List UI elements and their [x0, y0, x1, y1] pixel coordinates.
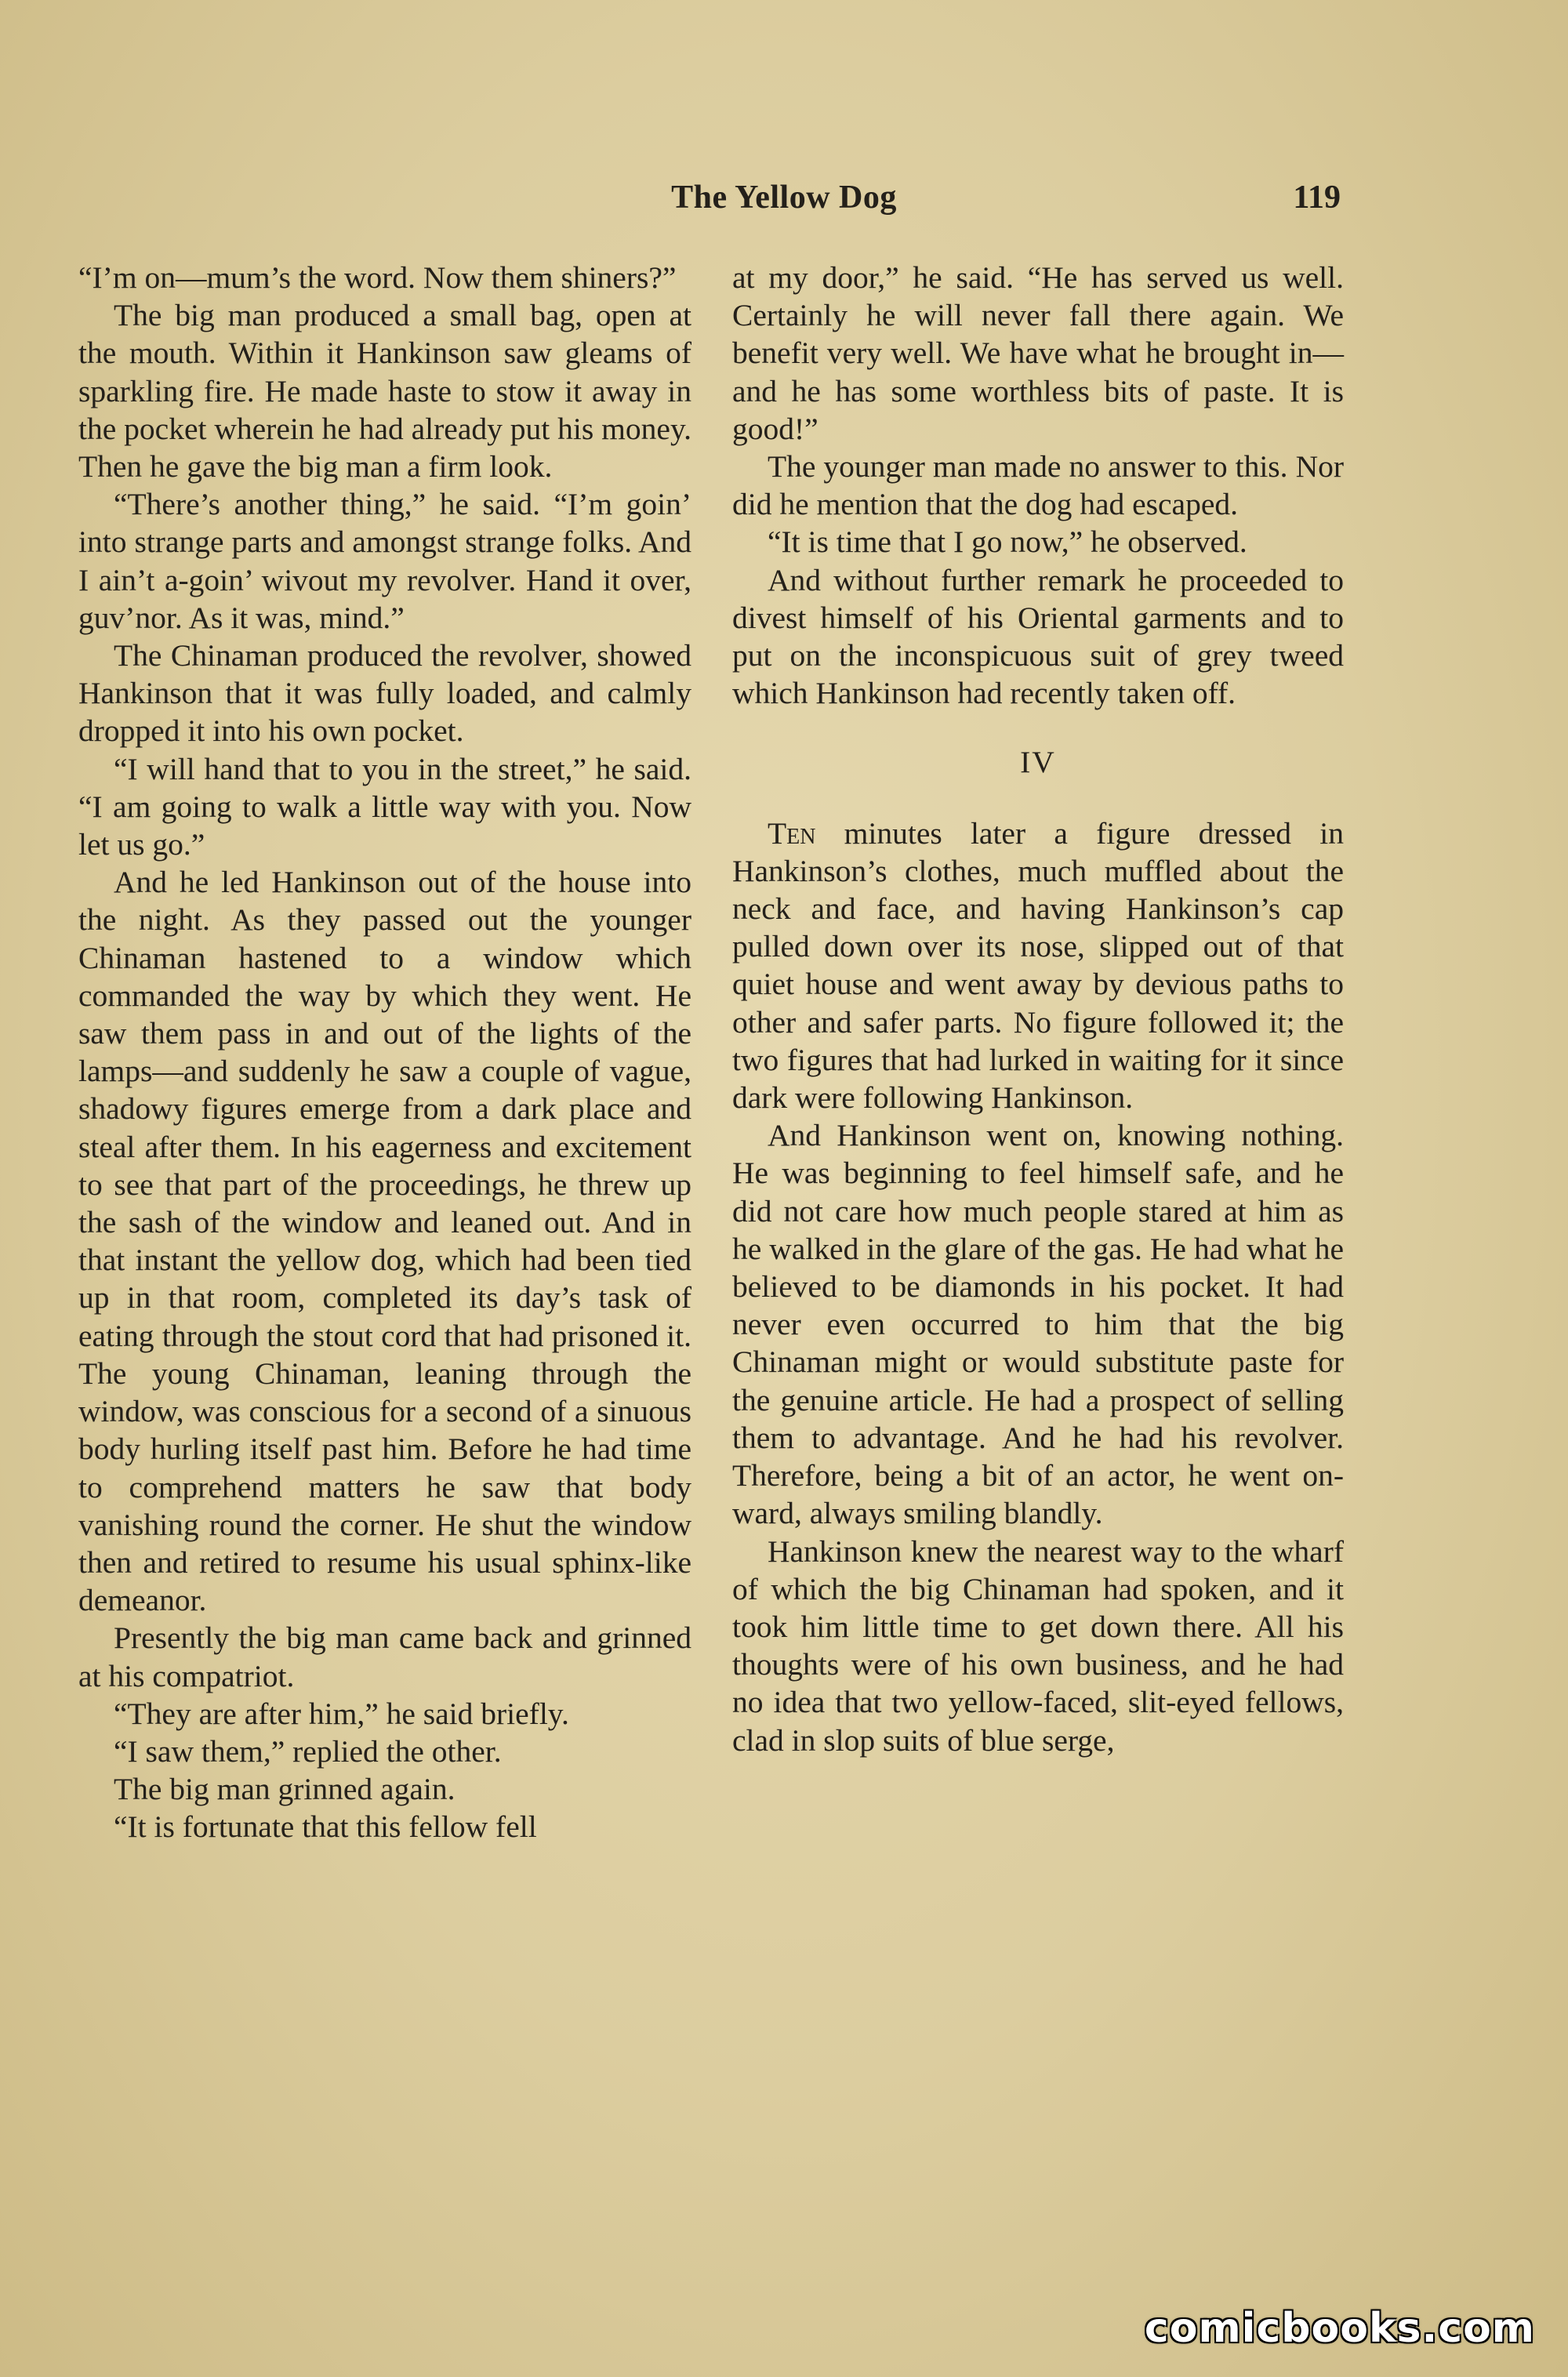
section-opening-paragraph — [732, 815, 1344, 1117]
paragraph: The big man grinned again. — [114, 1772, 456, 1807]
paragraph: The younger man made no answer to this. Nor did he mention that the dog had escaped. — [732, 449, 1344, 522]
paragraph: “It is time that I go now,” he observed. — [768, 524, 1247, 560]
watermark: comicbooks.com — [1144, 2305, 1535, 2352]
paragraph: The Chinaman produced the revolver, showed Hankinson that it was fully loaded, and calmly dropped it into his own pocket. — [78, 638, 691, 749]
paragraph-text: minutes later a figure dressed in Hankinson’s clothes, much muffled about the neck and face, and having Hankinson’s cap pulled down over its nose, slipped out of that quiet house and went away by devious paths to other and safer parts. No figure followed it; the two figures that had lurked in waiting for it since dark were following Hankinson. — [732, 815, 1344, 1116]
paragraph: “It is fortunate that this fellow fell — [114, 1809, 537, 1845]
paragraph: “I saw them,” replied the other. — [114, 1733, 502, 1769]
paragraph: The big man produced a small bag, open at the mouth. Within it Hankinson saw gleams of sparkling fire. He made haste to stow it away in the pocket wherein he had already put his money. Then he gave the big man a firm look. — [78, 298, 691, 484]
paragraph: “There’s another thing,” he said. “I’m goin’ into strange parts and amongst strange folks. And I ain’t a-goin’ wivout my revolver. Hand it over, guv’nor. As it was, mind.” — [78, 487, 691, 635]
page-number: 119 — [1293, 180, 1341, 216]
paragraph: Presently the big man came back and grinned at his compatriot. — [78, 1620, 691, 1693]
section-heading: IV — [1020, 745, 1056, 780]
paragraph: And Hankinson went on, knowing nothing. He was beginning to feel himself safe, and he did not care how much people stared at him as he walked in the glare of the gas. He had what he believed to be diamonds in his pocket. It had never even occurred to him that the big Chinaman might or would substitute paste for the genuine article. He had a prospect of selling them to advantage. And he had his revolver. Therefore, being a bit of an actor, he went onward, always smiling blandly. — [732, 1118, 1344, 1531]
paragraph-continuation: at my door,” he said. “He has served us well. Certainly he will never fall there again. We benefit very well. We have what he brought in—and he has some worthless bits of paste. It is good!” — [732, 260, 1344, 446]
paragraph: Hankinson knew the nearest way to the wharf of which the big Chinaman had spoken, and it took him little time to get down there. All his thoughts were of his own business, and he had no idea that two yellow-faced, slit-eyed fellows, clad in slop suits of blue serge, — [732, 1533, 1344, 1758]
paragraph: “I will hand that to you in the street,” he said. “I am going to walk a little way with you. Now let us go.” — [78, 751, 691, 862]
paragraph: And he led Hankinson out of the house into the night. As they passed out the younger Chinaman hastened to a window which commanded the way by which they went. He saw them pass in and out of the lights of the lamps—and suddenly he saw a couple of vague, shadowy figures emerge from a dark place and steal after them. In his eagerness and excitement to see that part of the proceedings, he threw up the sash of the window and leaned out. And in that instant the yellow dog, which had been tied up in that room, completed its day’s task of eating through the stout cord that had prisoned it. The young Chinaman, leaning through the window, was conscious for a second of a sinuous body hurling itself past him. Before he had time to comprehend matters he saw that body vanishing round the corner. He shut the window then and retired to resume his usual sphinx-like demeanor. — [78, 865, 691, 1618]
small-caps-opening: Ten — [768, 815, 816, 851]
paragraph: And without further remark he proceeded to divest himself of his Oriental garments and to put on the inconspicuous suit of grey tweed which Hankinson had recently taken off. — [732, 562, 1344, 711]
paragraph: “I’m on—mum’s the word. Now them shiners?” — [78, 260, 677, 295]
paragraph: “They are after him,” he said briefly. — [114, 1696, 569, 1731]
page-header — [0, 179, 1568, 226]
right-column — [732, 259, 1344, 1759]
left-column — [78, 259, 691, 1846]
running-title: The Yellow Dog — [671, 180, 897, 216]
